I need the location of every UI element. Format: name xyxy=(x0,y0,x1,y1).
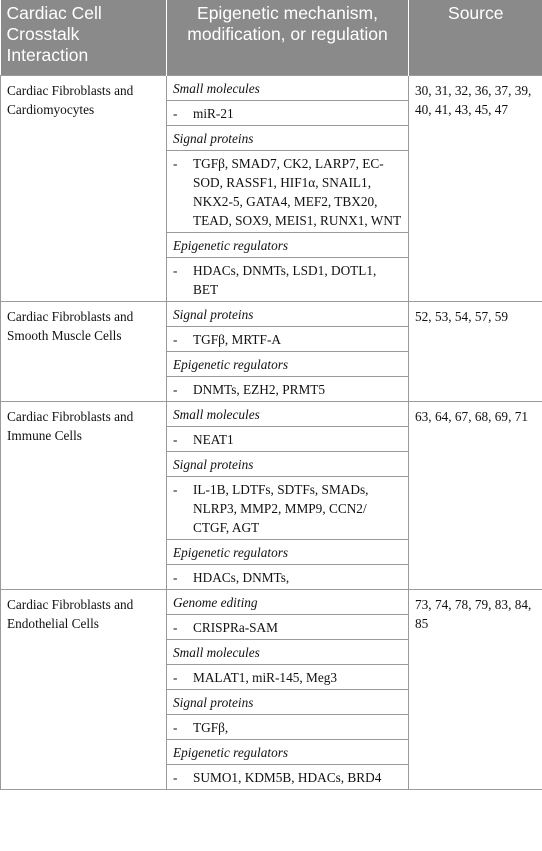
bullet-dash: - xyxy=(173,769,178,785)
category-label: Signal proteins xyxy=(167,301,409,326)
items-text: NEAT1 xyxy=(193,431,234,447)
category-items xyxy=(167,564,409,589)
category-items xyxy=(167,376,409,401)
source-cell: 30, 31, 32, 36, 37, 39, 40, 41, 43, 45, 47 xyxy=(409,75,542,301)
source-cell: 52, 53, 54, 57, 59 xyxy=(409,301,542,401)
category-label: Epigenetic regulators xyxy=(167,232,409,257)
bullet-dash: - xyxy=(173,569,178,585)
category-label: Small molecules xyxy=(167,401,409,426)
category-label: Epigenetic regulators xyxy=(167,539,409,564)
bullet-dash: - xyxy=(173,155,178,171)
items-text: HDACs, DNMTs, xyxy=(193,569,290,585)
category-label: Small molecules xyxy=(167,639,409,664)
category-items xyxy=(167,614,409,639)
table-body xyxy=(1,75,542,789)
items-text: CRISPRa-SAM xyxy=(193,619,278,635)
interaction-cell: Cardiac Fibroblasts and Immune Cells xyxy=(1,401,167,589)
source-cell: 63, 64, 67, 68, 69, 71 xyxy=(409,401,542,589)
category-items xyxy=(167,764,409,789)
category-label: Signal proteins xyxy=(167,125,409,150)
category-items xyxy=(167,476,409,539)
header-row xyxy=(1,0,542,75)
interaction-cell: Cardiac Fibroblasts and Cardiomyocytes xyxy=(1,75,167,301)
source-cell: 73, 74, 78, 79, 83, 84, 85 xyxy=(409,589,542,789)
category-label: Signal proteins xyxy=(167,451,409,476)
bullet-dash: - xyxy=(173,619,178,635)
category-items xyxy=(167,426,409,451)
category-label: Genome editing xyxy=(167,589,409,614)
items-text: DNMTs, EZH2, PRMT5 xyxy=(193,381,326,397)
items-text: HDACs, DNMTs, LSD1, DOTL1, BET xyxy=(193,262,377,297)
category-label: Epigenetic regulators xyxy=(167,739,409,764)
items-text: MALAT1, miR-145, Meg3 xyxy=(193,669,338,685)
bullet-dash: - xyxy=(173,481,178,497)
table-row xyxy=(1,301,542,326)
items-text: SUMO1, KDM5B, HDACs, BRD4 xyxy=(193,769,382,785)
items-text: TGFβ, MRTF-A xyxy=(193,331,281,347)
table-row xyxy=(1,75,542,100)
items-text: IL-1B, LDTFs, SDTFs, SMADs, NLRP3, MMP2, MMP9, CCN2/ CTGF, AGT xyxy=(193,481,369,535)
bullet-dash: - xyxy=(173,105,178,121)
bullet-dash: - xyxy=(173,381,178,397)
category-label: Epigenetic regulators xyxy=(167,351,409,376)
category-items xyxy=(167,257,409,301)
category-label: Signal proteins xyxy=(167,689,409,714)
category-items xyxy=(167,326,409,351)
category-label: Small molecules xyxy=(167,75,409,100)
table-row xyxy=(1,589,542,614)
bullet-dash: - xyxy=(173,719,178,735)
items-text: TGFβ, SMAD7, CK2, LARP7, EC-SOD, RASSF1, HIF1α, SNAIL1, NKX2-5, GATA4, MEF2, TBX20, TEAD, SOX9, MEIS1, RUNX1, WNT xyxy=(193,155,402,228)
interaction-cell: Cardiac Fibroblasts and Endothelial Cells xyxy=(1,589,167,789)
category-items xyxy=(167,150,409,232)
category-items xyxy=(167,100,409,125)
bullet-dash: - xyxy=(173,331,178,347)
bullet-dash: - xyxy=(173,262,178,278)
bullet-dash: - xyxy=(173,431,178,447)
interaction-cell: Cardiac Fibroblasts and Smooth Muscle Cells xyxy=(1,301,167,401)
category-items xyxy=(167,664,409,689)
category-items xyxy=(167,714,409,739)
items-text: miR-21 xyxy=(193,105,234,121)
bullet-dash: - xyxy=(173,669,178,685)
header-interaction: Cardiac Cell Crosstalk Interaction xyxy=(1,0,167,75)
header-source: Source xyxy=(409,0,542,75)
header-mechanism: Epigenetic mechanism, modification, or regulation xyxy=(167,0,409,75)
items-text: TGFβ, xyxy=(193,719,229,735)
table-row xyxy=(1,401,542,426)
